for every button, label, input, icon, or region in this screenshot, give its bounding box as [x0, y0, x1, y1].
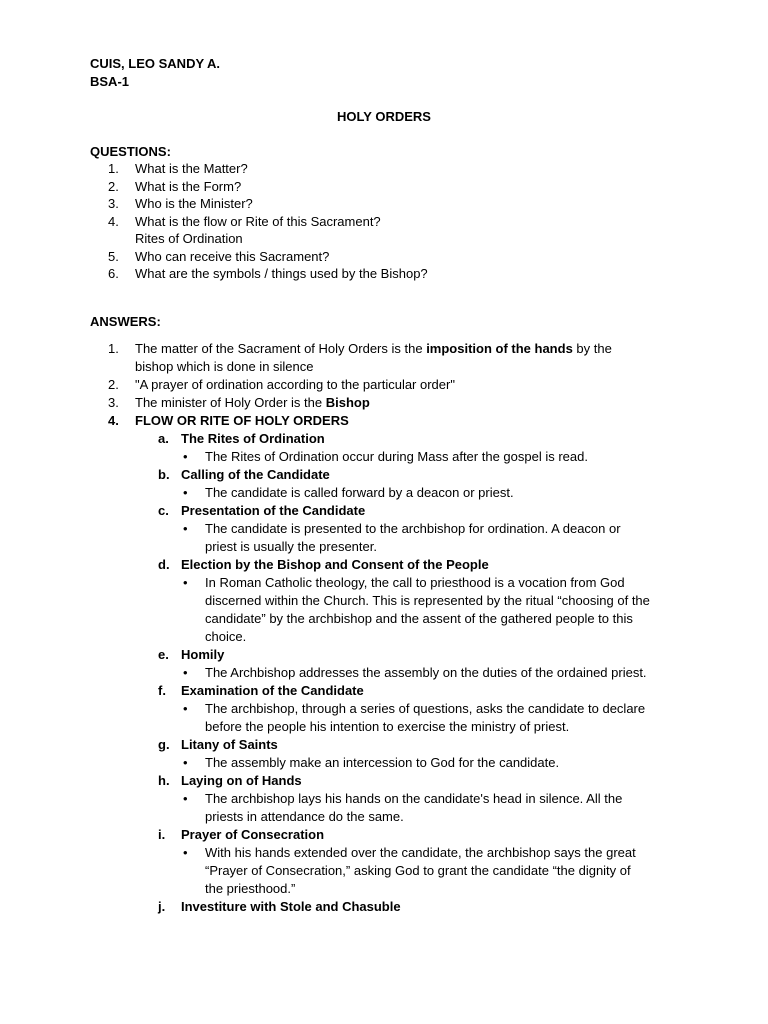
bullet-icon: [183, 862, 205, 880]
question-text: Who is the Minister?: [135, 196, 253, 211]
rite-detail-text: The Archbishop addresses the assembly on the duties of the ordained priest.: [205, 665, 647, 680]
bullet-icon: •: [183, 485, 188, 500]
bullet-icon: [183, 718, 205, 736]
student-course: BSA-1: [90, 74, 130, 89]
question-item: [108, 178, 428, 196]
rite-detail-line: [108, 808, 668, 826]
question-item: [108, 248, 428, 266]
bullet-icon: •: [183, 449, 188, 464]
rite-item: [108, 826, 668, 844]
answer-text: bishop which is done in silence: [135, 359, 314, 374]
rite-detail-text: The Rites of Ordination occur during Mass after the gospel is read.: [205, 449, 588, 464]
bullet-icon: •: [183, 791, 188, 806]
bullet-icon: [183, 628, 205, 646]
document-title: HOLY ORDERS: [337, 109, 431, 124]
rite-item: [108, 682, 668, 700]
rite-item: [108, 556, 668, 574]
rite-detail-line: [108, 880, 668, 898]
rite-detail-line: [108, 538, 668, 556]
rite-title: Litany of Saints: [181, 737, 278, 752]
rite-title: Examination of the Candidate: [181, 683, 364, 698]
bullet-icon: [183, 592, 205, 610]
rite-detail-line: [108, 754, 668, 772]
answer-text: FLOW OR RITE OF HOLY ORDERS: [135, 413, 349, 428]
rite-detail-line: [108, 592, 668, 610]
rite-detail-text: The archbishop, through a series of questions, asks the candidate to declare: [205, 701, 646, 716]
questions-list: [108, 160, 428, 283]
rite-letter: i.: [158, 827, 166, 842]
rite-detail-text: The candidate is called forward by a deacon or priest.: [205, 485, 514, 500]
rite-item: [108, 466, 668, 484]
question-number: 2.: [108, 178, 119, 194]
rite-title: Homily: [181, 647, 225, 662]
question-number: 6.: [108, 266, 119, 281]
rite-detail-line: [108, 862, 668, 880]
question-item: [108, 160, 428, 178]
question-text: What is the flow or Rite of this Sacrament?: [135, 213, 381, 229]
rite-item: [108, 736, 668, 754]
answer-number: 4.: [108, 413, 119, 428]
rite-detail-line: [108, 574, 668, 592]
rite-detail-text: the priesthood.”: [205, 881, 296, 896]
rite-detail-text: The archbishop lays his hands on the candidate's head in silence. All the: [205, 791, 623, 806]
rite-title: Prayer of Consecration: [181, 827, 325, 842]
bullet-icon: •: [183, 575, 188, 590]
bullet-icon: [183, 538, 205, 556]
answer-text: The matter of the Sacrament of Holy Orders is the imposition of the hands by the: [135, 341, 612, 356]
rite-letter: h.: [158, 773, 170, 788]
rite-detail-line: [108, 790, 668, 808]
answer-item-continuation: [108, 358, 668, 376]
question-text: What is the Form?: [135, 178, 242, 194]
rite-letter: a.: [158, 431, 169, 446]
rite-detail-line: [108, 700, 668, 718]
rite-letter: f.: [158, 683, 166, 698]
rite-item: [108, 502, 668, 520]
question-text: What is the Matter?: [135, 161, 248, 176]
rite-detail-line: [108, 628, 668, 646]
bullet-icon: •: [183, 845, 188, 860]
rites-list: [108, 430, 668, 916]
bullet-icon: [183, 610, 205, 628]
rite-detail-text: candidate” by the archbishop and the assent of the gathered people to this: [205, 611, 633, 626]
question-item: [108, 265, 428, 283]
rite-detail-line: [108, 718, 668, 736]
answer-number: 1.: [108, 341, 119, 356]
rite-detail-text: The candidate is presented to the archbishop for ordination. A deacon or: [205, 521, 621, 536]
rite-letter: e.: [158, 647, 169, 662]
answer-number: 3.: [108, 395, 119, 410]
rite-letter: g.: [158, 737, 170, 752]
bullet-icon: •: [183, 701, 188, 716]
answer-emphasis: imposition of the hands: [426, 341, 573, 356]
rite-letter: j.: [158, 899, 166, 914]
question-extra-text: Rites of Ordination: [135, 231, 243, 246]
answer-emphasis: Bishop: [325, 395, 370, 410]
rite-detail-text: before the people his intention to exercise the ministry of priest.: [205, 719, 570, 734]
answers-heading: ANSWERS:: [90, 314, 161, 329]
bullet-icon: •: [183, 521, 188, 536]
rite-detail-text: The assembly make an intercession to God for the candidate.: [205, 755, 560, 770]
answer-item: [108, 340, 668, 358]
rite-detail-line: [108, 664, 668, 682]
rite-detail-line: [108, 520, 668, 538]
rite-item: [108, 430, 668, 448]
student-header: [90, 55, 220, 91]
question-number: 1.: [108, 161, 119, 176]
rite-title: Calling of the Candidate: [181, 467, 330, 482]
rite-letter: b.: [158, 467, 170, 482]
rite-detail-text: In Roman Catholic theology, the call to priesthood is a vocation from God: [205, 575, 625, 590]
rite-item: [108, 898, 668, 916]
rite-title: Presentation of the Candidate: [181, 503, 366, 518]
rite-item: [108, 772, 668, 790]
rite-title: Investiture with Stole and Chasuble: [181, 899, 401, 914]
bullet-icon: •: [183, 665, 188, 680]
rite-detail-text: priest is usually the presenter.: [205, 539, 377, 554]
rite-detail-line: [108, 484, 668, 502]
question-text: What are the symbols / things used by the Bishop?: [135, 266, 428, 281]
rite-detail-text: priests in attendance do the same.: [205, 809, 404, 824]
answer-text: The minister of Holy Order is the Bishop: [135, 395, 370, 410]
answer-item: [108, 412, 668, 430]
answer-text: "A prayer of ordination according to the particular order": [135, 377, 455, 392]
rite-detail-text: choice.: [205, 629, 247, 644]
rite-detail-line: [108, 448, 668, 466]
question-number: 5.: [108, 248, 119, 264]
rite-detail-text: discerned within the Church. This is represented by the ritual “choosing of the: [205, 593, 650, 608]
question-text: Who can receive this Sacrament?: [135, 248, 330, 264]
rite-letter: c.: [158, 503, 169, 518]
rite-letter: d.: [158, 557, 170, 572]
answer-item: [108, 394, 668, 412]
answer-number: 2.: [108, 377, 119, 392]
rite-title: The Rites of Ordination: [181, 431, 325, 446]
question-item: [108, 213, 428, 231]
question-item: [108, 195, 428, 213]
rite-detail-text: With his hands extended over the candidate, the archbishop says the great: [205, 845, 636, 860]
rite-item: [108, 646, 668, 664]
question-item-continuation: [108, 230, 428, 248]
rite-detail-line: [108, 844, 668, 862]
student-name: CUIS, LEO SANDY A.: [90, 56, 221, 71]
bullet-icon: [183, 880, 205, 898]
question-number: 4.: [108, 213, 119, 229]
answers-list: [108, 340, 668, 916]
questions-heading: QUESTIONS:: [90, 144, 171, 159]
answer-item: [108, 376, 668, 394]
question-number: 3.: [108, 196, 119, 211]
rite-detail-text: “Prayer of Consecration,” asking God to grant the candidate “the dignity of: [205, 863, 631, 878]
rite-title: Laying on of Hands: [181, 773, 302, 788]
bullet-icon: •: [183, 755, 188, 770]
bullet-icon: [183, 808, 205, 826]
rite-detail-line: [108, 610, 668, 628]
rite-title: Election by the Bishop and Consent of the People: [181, 557, 489, 572]
